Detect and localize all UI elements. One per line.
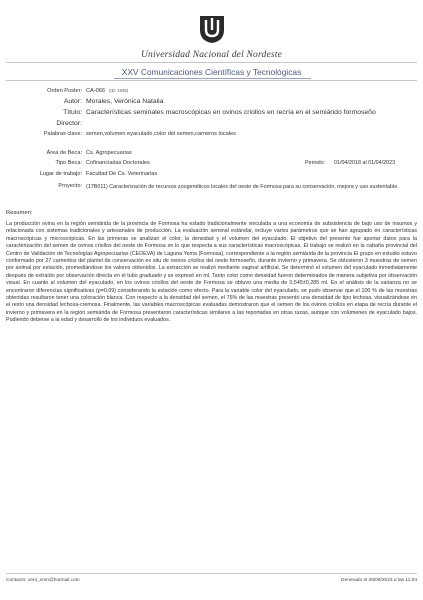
institution-name: Universidad Nacional del Nordeste (140, 50, 283, 60)
proyecto-value: (17B011) Caracterización de recursos zoogenéticos locales del oeste de Formosa para su conservación, mejora y uso sustentable. (86, 184, 399, 190)
resumen-label: Resumen: (6, 210, 33, 216)
footer-divider (6, 573, 417, 574)
page-title: XXV Comunicaciones Científicas y Tecnológicas (121, 67, 302, 77)
area-beca-value: Cs. Agropecuarias (86, 150, 132, 156)
director-label: Director: (56, 120, 82, 127)
autor-value: Morales, Verónica Natalia (86, 98, 164, 105)
header-divider-bottom (6, 80, 417, 81)
lugar-trabajo-value: Facultad De Cs. Veterinarias (86, 171, 158, 177)
orden-poster-code: CA-066 (86, 88, 105, 94)
title-underline (114, 78, 311, 79)
unne-logo-icon (197, 14, 227, 44)
orden-poster-value (86, 88, 128, 94)
tipo-beca-value: Cofinanciadas Doctorales (86, 160, 150, 166)
titulo-label: Título: (63, 109, 82, 116)
resumen-text: La producción ovina en la región semiárida de la provincia de Formosa ha estado tradicionalmente vinculada a una economía de subsistencia de bajo uso de insumos y relacionada con sistemas tradicionales y artesanales de producción. La evaluación seminal estándar, incluye varios parámetros que se han agrupado en características macroscópicas y microscópicas. En las primeras se analizan el color, la densidad y el volumen del eyaculado. El objetivo del presente fue aportar datos para la caracterización del semen de ovinos criollos del oeste de Formosa en lo que respecta a sus características macroscópicas. El trabajo se realizó en la cabaña provincial del Centro de Validación de Tecnologías Agropecuarias (CEDEVA) de Laguna Yema (Formosa), correspondiente a la región semiárida de la provincia El grupo en estudio estuvo conformado por 27 carneritos del plantel de conservación ex situ de ovinos criollos del oeste formoseño, durante invierno y primavera. Se obtuvieron 3 muestras de semen por animal por estación, promediándose los valores obtenidos. La extracción se realizó mediante vaginal artificial. Se determinó el volumen del eyaculado inmediatamente después de extraído por observación directa en el tubo graduado y se expresó en ml. Tanto color como densidad fueron determinados de manera subjetiva por observación visual. En cuanto al volumen del eyaculado, en los ovinos criollos del oeste de Formosa se obtuvo una media de 0,545±0,285 ml. En el análisis de la varianza no se encontraron diferencias significativas (p=0,09) considerando la estación como efecto. Para la variable color del eyaculado, se pudo observar que el 100 % de las muestras obtenidas resultaron tener una coloración blanca. Con respecto a la densidad del semen, el 76% de las muestras presentó una densidad de tipo lechosa, visualizándose en el resto una densidad lechosa-cremosa. Finalmente, las variables macroscópicas evaluadas demostraron que el semen de los ovinos criollos en etapa de recría durante el invierno y primavera en la región semiárida de Formosa presentaron características similares a las reportadas en otras razas, aunque con volúmenes de eyaculado bajos. Pudiendo deberse a la edad y desarrollo de los individuos evaluados. (6, 221, 417, 324)
footer-generated: Generado el 28/06/2023 a las 11:04 (340, 578, 417, 583)
orden-poster-id: (ID: 1949) (108, 88, 129, 93)
footer-contact: Contacto: vero_vnm@hotmail.com (6, 578, 80, 583)
periodo-value: 01/04/2018 al 01/04/2023 (334, 160, 396, 166)
titulo-value: Características seminales macroscópicas en ovinos criollos en recría en el semiárido formoseño (86, 109, 376, 116)
lugar-trabajo-label: Lugar de trabajo: (39, 171, 82, 177)
header-divider (6, 62, 417, 63)
palabras-clave-label: Palabras clave: (43, 131, 82, 137)
orden-poster-label: Orden Poster: (47, 88, 82, 94)
proyecto-label: Proyecto: (58, 183, 82, 189)
tipo-beca-label: Tipo Beca: (55, 160, 82, 166)
autor-label: Autor: (63, 98, 82, 105)
periodo-label: Periodo: (305, 160, 326, 166)
area-beca-label: Área de Beca: (46, 150, 82, 156)
palabras-clave-value: semen,volumen eyaculado,color del semen,carneros locales (86, 131, 236, 137)
